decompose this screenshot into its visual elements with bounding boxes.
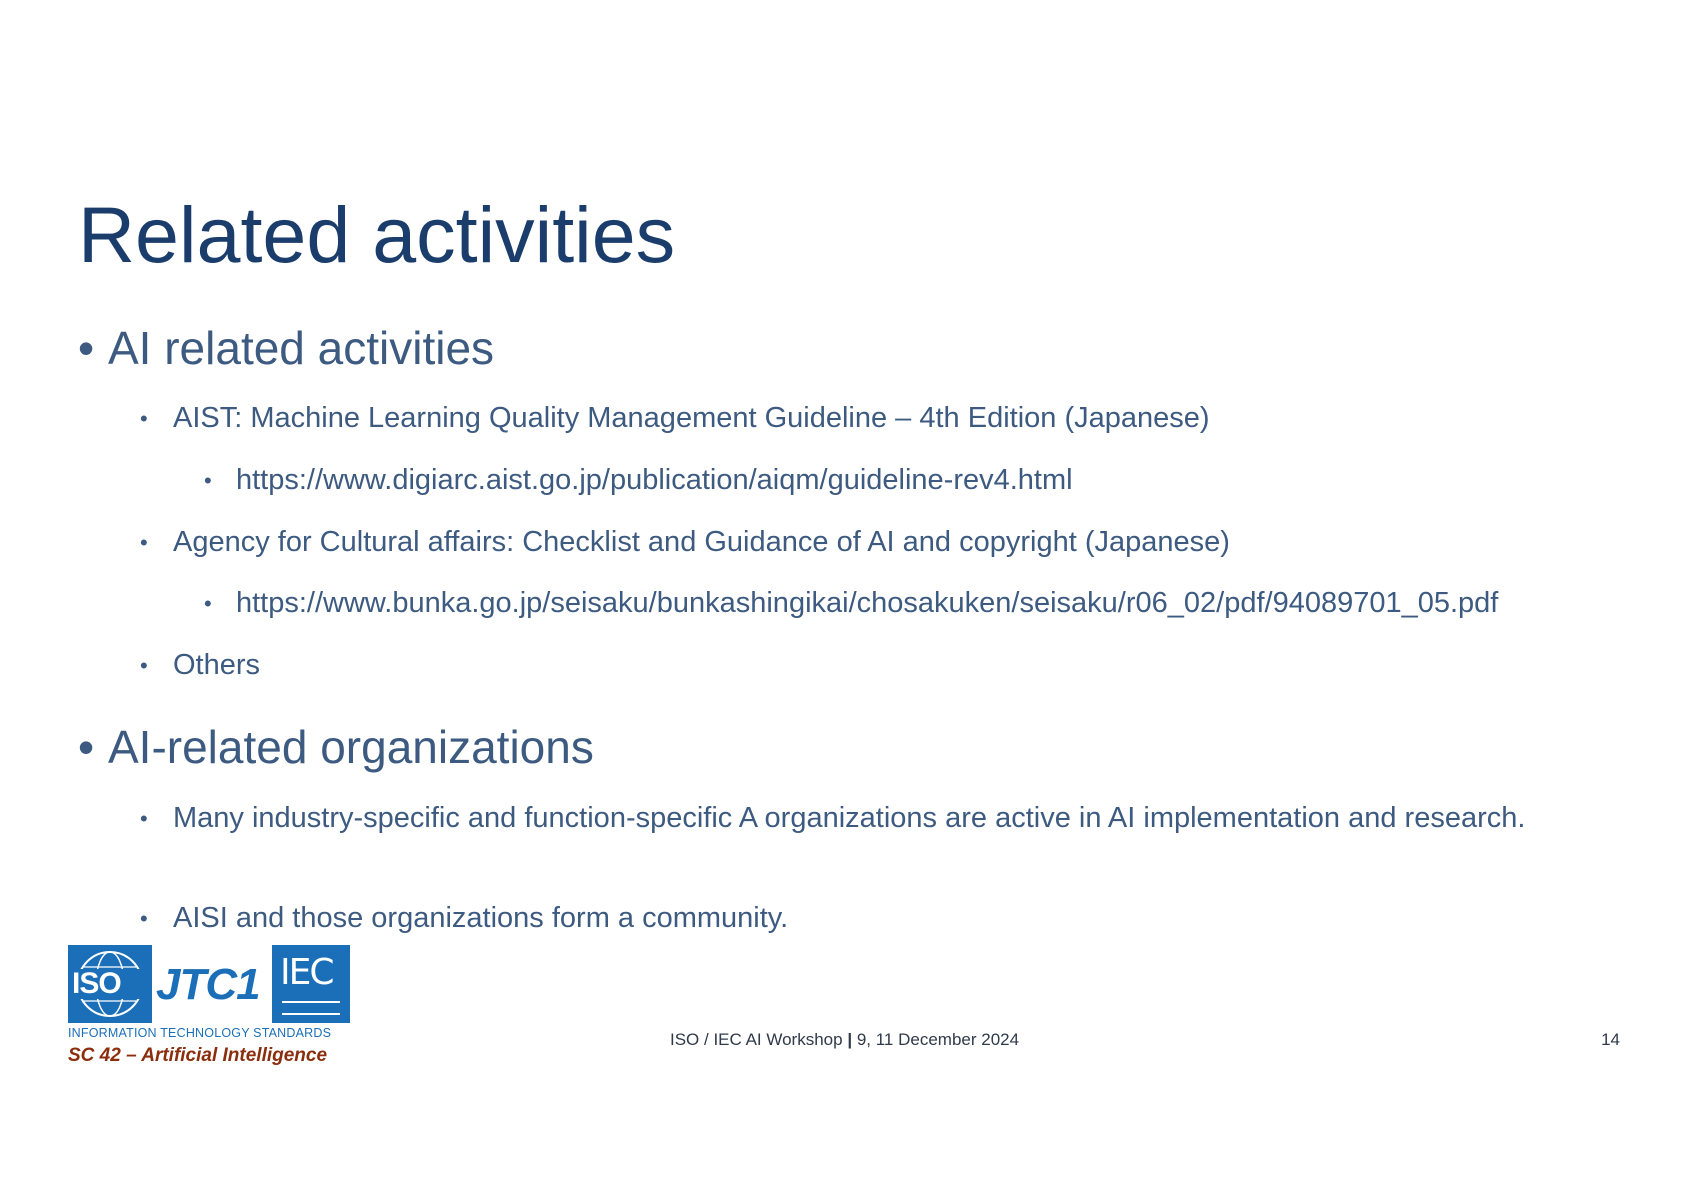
link-bunka-checklist[interactable] xyxy=(204,585,1498,623)
bullet-marker: • xyxy=(78,721,95,773)
iso-logo xyxy=(68,945,152,1023)
bullet-marker: • xyxy=(204,468,212,493)
logo-tagline: INFORMATION TECHNOLOGY STANDARDS xyxy=(68,1026,332,1040)
committee-label: SC 42 – Artificial Intelligence xyxy=(68,1045,328,1066)
iec-wordmark: IEC xyxy=(280,952,333,993)
jtc1-wordmark: JTC1 xyxy=(156,960,260,1009)
iec-rule-lines xyxy=(282,1001,340,1015)
slide-title: Related activities xyxy=(78,190,676,279)
bullet-marker: • xyxy=(204,591,212,616)
link-text[interactable]: https://www.bunka.go.jp/seisaku/bunkashingikai/chosakuken/seisaku/r06_02/pdf/94089701_05.pdf xyxy=(236,587,1499,619)
list-item-text: Agency for Cultural affairs: Checklist and Guidance of AI and copyright (Japanese) xyxy=(173,526,1230,558)
bullet-marker: • xyxy=(78,322,95,374)
iec-logo xyxy=(272,945,350,1023)
iso-jtc1-iec-logo xyxy=(68,945,350,1065)
section-heading-text: AI-related organizations xyxy=(108,721,594,773)
section-heading-ai-organizations xyxy=(78,722,594,773)
bullet-marker: • xyxy=(140,653,148,678)
bullet-marker: • xyxy=(140,906,148,931)
bullet-marker: • xyxy=(140,530,148,555)
list-item-text: Many industry-specific and function-specific A organizations are active in AI implementation and research. xyxy=(173,802,1526,834)
footer-event-name: ISO / IEC AI Workshop xyxy=(670,1030,843,1049)
footer-separator: | xyxy=(847,1030,853,1049)
list-item-aisi-community xyxy=(140,900,1540,938)
section-heading-ai-activities xyxy=(78,323,494,374)
bullet-marker: • xyxy=(140,806,148,831)
list-item-text: AIST: Machine Learning Quality Management Guideline – 4th Edition (Japanese) xyxy=(173,402,1210,434)
footer-event xyxy=(670,1030,1019,1050)
list-item-others xyxy=(140,647,1540,685)
section-heading-text: AI related activities xyxy=(108,322,495,374)
footer-date: 9, 11 December 2024 xyxy=(856,1030,1020,1049)
page-number: 14 xyxy=(1601,1030,1620,1049)
link-aist-guideline[interactable] xyxy=(204,462,1073,500)
list-item-cultural-affairs xyxy=(140,524,1540,562)
bullet-marker: • xyxy=(140,406,148,431)
iso-wordmark: ISO xyxy=(72,967,121,1000)
list-item-text: Others xyxy=(173,649,261,681)
list-item-industry-orgs xyxy=(140,800,1530,838)
link-text[interactable]: https://www.digiarc.aist.go.jp/publication/aiqm/guideline-rev4.html xyxy=(236,464,1073,496)
list-item-aist xyxy=(140,400,1540,438)
list-item-text: AISI and those organizations form a community. xyxy=(173,902,789,934)
